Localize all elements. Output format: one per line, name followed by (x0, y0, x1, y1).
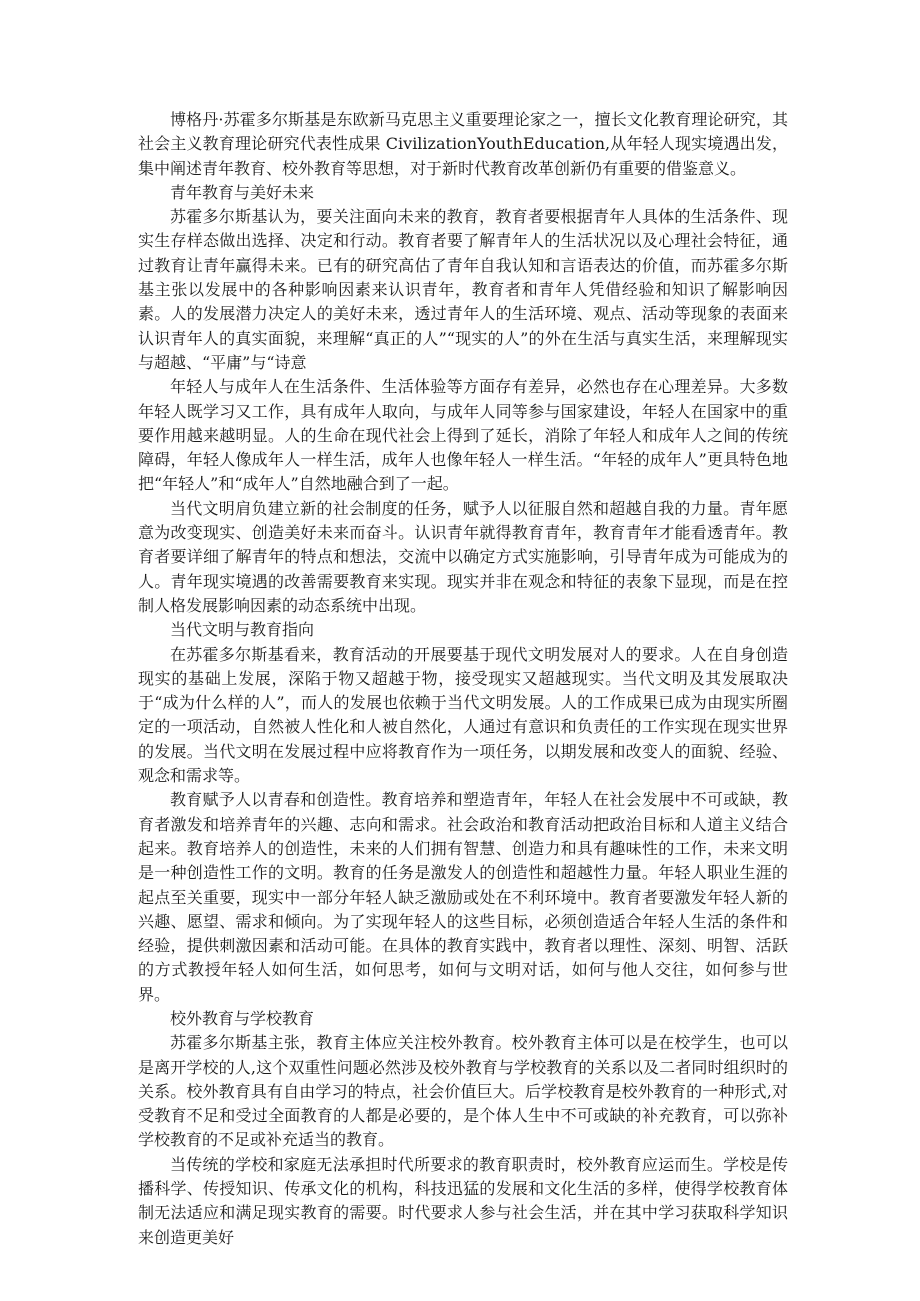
paragraph: 教育赋予人以青春和创造性。教育培养和塑造青年，年轻人在社会发展中不可或缺，教育者激发和培养青年的兴趣、志向和需求。社会政治和教育活动把政治目标和人道主义结合起来。教育培养人的创造性，未来的人们拥有智慧、创造力和具有趣味性的工作，未来文明是一种创造性工作的文明。教育的任务是激发人的创造性和超越性力量。年轻人职业生涯的起点至关重要，现实中一部分年轻人缺乏激励或处在不利环境中。教育者要激发年轻人新的兴趣、愿望、需求和倾向。为了实现年轻人的这些目标，必须创造适合年轻人生活的条件和经验，提供刺激因素和活动可能。在具体的教育实践中，教育者以理性、深刻、明智、活跃的方式教授年轻人如何生活，如何思考，如何与文明对话，如何与他人交往，如何参与世界。 (138, 790, 788, 1004)
paragraph: 在苏霍多尔斯基看来，教育活动的开展要基于现代文明发展对人的要求。人在自身创造现实的基础上发展，深陷于物又超越于物，接受现实又超越现实。当代文明及其发展取决于“成为什么样的人”，而人的发展也依赖于当代文明发展。人的工作成果已成为由现实所圈定的一项活动，自然被人性化和人被自然化，人通过有意识和负责任的工作实现在现实世界的发展。当代文明在发展过程中应将教育作为一项任务，以期发展和改变人的面貌、经验、观念和需求等。 (138, 644, 788, 786)
paragraph: 苏霍多尔斯基认为，要关注面向未来的教育，教育者要根据青年人具体的生活条件、现实生存样态做出选择、决定和行动。教育者要了解青年人的生活状况以及心理社会特征，通过教育让青年赢得未来。已有的研究高估了青年自我认知和言语表达的价值，而苏霍多尔斯基主张以发展中的各种影响因素来认识青年，教育者和青年人凭借经验和知识了解影响因素。人的发展潜力决定人的美好未来，透过青年人的生活环境、观点、活动等现象的表面来认识青年人的真实面貌，来理解“真正的人”“现实的人”的外在生活与真实生活，来理解现实与超越、“平庸”与“诗意 (138, 207, 788, 372)
section-heading-youth-education: 青年教育与美好未来 (170, 182, 315, 202)
paragraph: 当传统的学校和家庭无法承担时代所要求的教育职责时，校外教育应运而生。学校是传播科学、传授知识、传承文化的机构，科技迅猛的发展和文化生活的多样，使得学校教育体制无法适应和满足现实教育的需要。时代要求人参与社会生活，并在其中学习获取科学知识来创造更美好 (138, 1154, 788, 1247)
paragraph: 苏霍多尔斯基主张，教育主体应关注校外教育。校外教育主体可以是在校学生，也可以是离开学校的人,这个双重性问题必然涉及校外教育与学校教育的关系以及二者同时组织时的关系。校外教育具有自由学习的特点，社会价值巨大。后学校教育是校外教育的一种形式,对受教育不足和受过全面教育的人都是必要的，是个体人生中不可或缺的补充教育，可以弥补学校教育的不足或补充适当的教育。 (138, 1033, 788, 1150)
section-heading-extracurricular-education: 校外教育与学校教育 (170, 1008, 315, 1028)
document-page (138, 108, 788, 1250)
section-heading-civilization-education: 当代文明与教育指向 (170, 620, 315, 640)
paragraph: 当代文明肩负建立新的社会制度的任务，赋予人以征服自然和超越自我的力量。青年愿意为改变现实、创造美好未来而奋斗。认识青年就得教育青年，教育青年才能看透青年。教育者要详细了解青年的特点和想法，交流中以确定方式实施影响，引导青年成为可能成为的人。青年现实境遇的改善需要教育来实现。现实并非在观念和特征的表象下显现，而是在控制人格发展影响因素的动态系统中出现。 (138, 498, 788, 615)
intro-paragraph: 博格丹·苏霍多尔斯基是东欧新马克思主义重要理论家之一，擅长文化教育理论研究，其社会主义教育理论研究代表性成果 CivilizationYouthEducation,从年轻人现实境遇出发，集中阐述青年教育、校外教育等思想，对于新时代教育改革创新仍有重要的借鉴意义。 (138, 110, 788, 178)
paragraph: 年轻人与成年人在生活条件、生活体验等方面存有差异，必然也存在心理差异。大多数年轻人既学习又工作，具有成年人取向，与成年人同等参与国家建设，年轻人在国家中的重要作用越来越明显。人的生命在现代社会上得到了延长，消除了年轻人和成年人之间的传统障碍，年轻人像成年人一样生活，成年人也像年轻人一样生活。“年轻的成年人”更具特色地把“年轻人”和“成年人”自然地融合到了一起。 (138, 377, 788, 494)
